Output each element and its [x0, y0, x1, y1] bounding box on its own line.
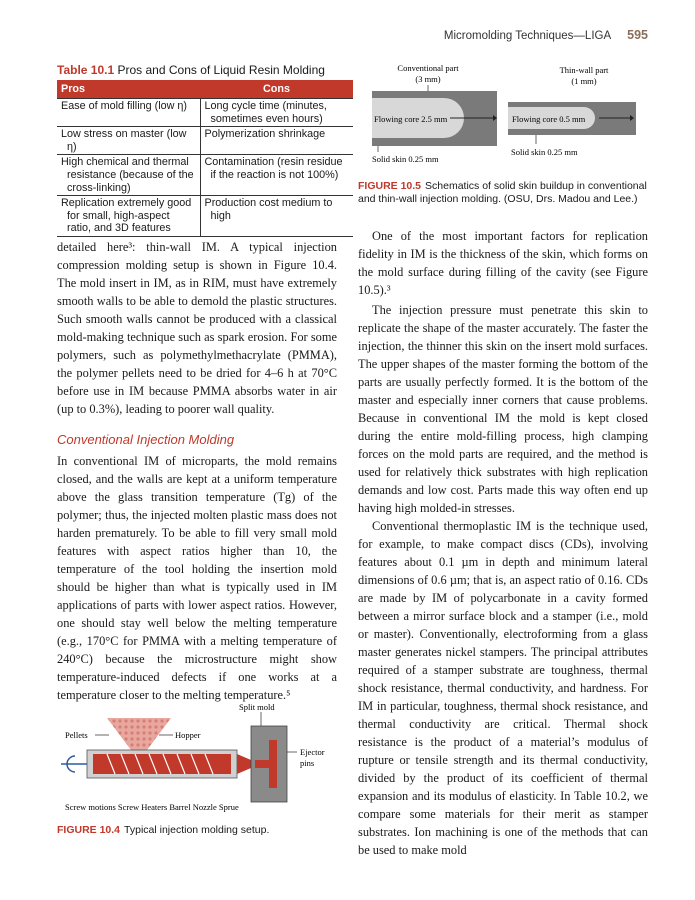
col-header-cons: Cons	[200, 80, 353, 99]
figure-10-4-caption-text: Typical injection molding setup.	[124, 824, 270, 836]
table-row	[57, 155, 353, 196]
conventional-part-title: Conventional part	[397, 63, 459, 73]
thin-wall-part-title: Thin-wall part	[559, 65, 609, 75]
figure-10-4-label: FIGURE 10.4	[57, 824, 121, 836]
page-number: 595	[627, 28, 648, 42]
nozzle-shape	[237, 754, 251, 774]
table-row	[57, 196, 353, 237]
cell-pro: Low stress on master (low η)	[57, 127, 200, 155]
running-header	[0, 28, 648, 42]
section-heading: Conventional Injection Molding	[57, 432, 235, 447]
table-label: Table 10.1	[57, 63, 115, 77]
conventional-part-thickness: (3 mm)	[415, 74, 441, 84]
cell-con: Polymerization shrinkage	[200, 127, 353, 155]
component-labels: Screw motions Screw Heaters Barrel Nozzle Sprue	[65, 802, 239, 812]
injection-molding-diagram	[57, 700, 347, 815]
cell-con: Long cycle time (minutes, sometimes even hours)	[200, 99, 353, 127]
cell-pro: Replication extremely good for small, high-aspect ratio, and 3D features	[57, 196, 200, 237]
ejector-label: Ejector	[300, 747, 325, 757]
figure-10-4-caption	[57, 824, 337, 837]
hopper-label: Hopper	[175, 730, 201, 740]
table-row	[57, 99, 353, 127]
cell-pro: Ease of mold filling (low η)	[57, 99, 200, 127]
figure-10-5-caption	[358, 180, 648, 206]
cell-pro: High chemical and thermal resistance (because of the cross-linking)	[57, 155, 200, 196]
right-paragraph-1: One of the most important factors for replication fidelity in IM is the thickness of the skin, which forms on the mold surface during filling of the cavity (see Figure 10.5).³	[358, 229, 648, 297]
figure-10-5-caption-text: Schematics of solid skin buildup in conventional and thin-wall injection molding. (OSU, Drs. Madou and Lee.)	[358, 180, 647, 205]
split-mold-label: Split mold	[239, 702, 275, 712]
hopper-shape	[107, 718, 171, 750]
left-column	[57, 238, 337, 418]
thin-wall-skin-label: Solid skin 0.25 mm	[511, 147, 578, 157]
skin-buildup-diagram	[366, 58, 646, 173]
table-row	[57, 127, 353, 155]
thin-wall-core-label: Flowing core 0.5 mm	[512, 114, 586, 124]
pros-cons-table	[57, 80, 353, 237]
right-column	[358, 227, 648, 859]
cell-con: Production cost medium to high	[200, 196, 353, 237]
cell-con: Contamination (resin residue if the reaction is not 100%)	[200, 155, 353, 196]
pins-label: pins	[300, 758, 315, 768]
right-paragraph-3: Conventional thermoplastic IM is the technique used, for example, to make compact discs (CDs), involving features about 0.1 µm in depth and minimum lateral dimensions of 0.6 µm; that is, an aspect ratio of 0.16. CDs are made by IM of polycarbonate in a cavity formed between a mirror surface block and a stamper (i.e., mold or master). Conventionally, electroforming from a glass master generates nickel stampers. The principal attributes required of a stamper substrate are toughness, thermal shock resistance, thermal conductivity, and hardness. For IM in particular, toughness, thermal shock resistance, and thermal conductivity are critical. Thermal shock resistance is the product of a material’s modulus of rupture or tensile strength and its thermal conductivity, divided by the product of its coefficient of thermal expansion and its modulus of elasticity. In Table 10.2, we compare some materials for their merit as stamper substrates. Ion machining is one of the methods that can be used to make mold	[358, 519, 648, 857]
col-header-pros: Pros	[57, 80, 200, 99]
running-title: Micromolding Techniques—LIGA	[443, 30, 612, 42]
conventional-core-label: Flowing core 2.5 mm	[374, 114, 448, 124]
table-caption	[57, 63, 325, 77]
table-header-row	[57, 80, 353, 99]
screw-motion-arrows	[61, 756, 87, 772]
conventional-skin-label: Solid skin 0.25 mm	[372, 154, 439, 164]
table-title: Pros and Cons of Liquid Resin Molding	[117, 63, 325, 77]
thin-wall-part-thickness: (1 mm)	[571, 76, 597, 86]
left-paragraph-1: detailed here³: thin-wall IM. A typical injection compression molding setup is shown in Figure 10.4. The mold insert in IM, as in RIM, must have extremely smooth walls to be able to demold the plastic structures. Such smooth walls cannot be produced with a classical mold-making technique such as spark erosion. For some polymers, such as polymethylmethacrylate (PMMA), the polymer pellets need to be dried for 4–6 h at 70°C before use in IM because PMMA absorbs water in air (up to 0.3%), leading to poorer wall quality.	[57, 240, 337, 416]
left-paragraph-2: In conventional IM of microparts, the mold remains closed, and the walls are kept at a uniform temperature above the glass transition temperature (Tg) of the polymer; thus, the injected molten plastic mass does not harden prematurely. To be able to fill very small mold features with aspect ratios higher than 10, the temperature of the tool holding the insertion mold should be higher than what is typically used in IM applications of parts with lower aspect ratios. However, one should stay well below the melting temperature (e.g., 170°C for PMMA with a melting temperature of 240°C) because the microstructure might show temperature-induced defects if one works at a temperature closer to the melting temperature.⁵	[57, 454, 337, 702]
figure-10-5-label: FIGURE 10.5	[358, 180, 422, 192]
left-column-section	[57, 452, 337, 704]
pellets-label: Pellets	[65, 730, 88, 740]
right-paragraph-2: The injection pressure must penetrate this skin to replicate the shape of the master accurately. The faster the injection, the thinner this skin on the insert mold surfaces. The upper shapes of the master forming the bottom of the parts are usually perfectly formed. It is the bottom of the master and especially inner corners that cause problems. Because in conventional IM the mold is kept closed during the entire mold-filling process, high clamping forces on the mold parts are required, and the method is used for relatively thick substrates with high replication demands and low cost. Parts made this way often end up having high molded-in stresses.	[358, 303, 648, 515]
